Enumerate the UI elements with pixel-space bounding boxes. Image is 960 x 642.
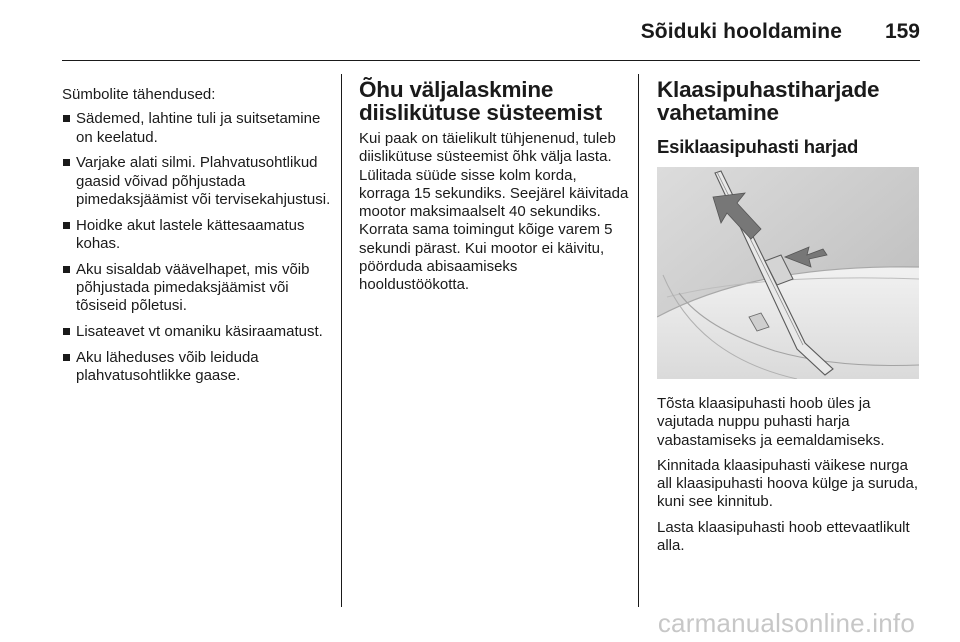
list-item: Varjake alati silmi. Plahvatusohtlikud gaasid võivad põhjustada pimedaksjäämist või tervisekahjustusi. (62, 154, 334, 209)
diesel-body: Kui paak on täielikult tühjenenud, tuleb diislikütuse süsteemist õhk välja lasta. Lülitada süüde sisse kolm korda, korraga 15 sekundiks. Seejärel käivitada mootor maksimaalselt 40 sekundiks. Korrata sama toimingut kõige varem 5 sekundi pärast. Kui mootor ei käivitu, pöörduda abisaamiseks hooldustöökotta. (359, 130, 629, 294)
bullet-square-icon (63, 115, 70, 122)
list-item: Aku sisaldab väävelhapet, mis võib põhjustada pimedaksjäämist või tõsiseid põletusi. (62, 261, 334, 316)
list-item: Lisateavet vt omaniku käsiraamatust. (62, 323, 334, 341)
page-header (0, 0, 960, 62)
column-divider-1 (341, 74, 342, 607)
wiper-step-2: Kinnitada klaasipuhasti väikese nurga all klaasipuhasti hoova külge ja suruda, kuni see kinnitub. (657, 456, 918, 511)
list-item: Sädemed, lahtine tuli ja suitsetamine on keelatud. (62, 110, 334, 147)
bullet-square-icon (63, 328, 70, 335)
list-item: Hoidke akut lastele kättesaamatus kohas. (62, 217, 334, 254)
bullet-square-icon (63, 266, 70, 273)
bullet-square-icon (63, 222, 70, 229)
watermark: carmanualsonline.info (657, 608, 915, 638)
wiper-subheading: Esiklaasipuhasti harjad (657, 136, 859, 157)
wiper-step-1: Tõsta klaasipuhasti hoob üles ja vajutada nuppu puhasti harja vabastamiseks ja eemaldamiseks. (657, 395, 885, 449)
diesel-heading: Õhu väljalaskmine diislikütuse süsteemist (359, 77, 602, 125)
bullet-square-icon (63, 159, 70, 166)
column-wiper-replacement (657, 78, 925, 562)
column-battery-symbols (62, 86, 334, 393)
column-diesel-bleeding (359, 78, 629, 302)
symbols-intro: Sümbolite tähendused: (62, 86, 216, 103)
header-divider (62, 60, 920, 61)
wiper-heading: Klaasipuhastiharjade vahetamine (657, 77, 880, 125)
symbol-list (62, 110, 334, 385)
wiper-blade-illustration-icon (657, 167, 919, 379)
list-item: Aku läheduses võib leiduda plahvatusohtlikke gaase. (62, 349, 334, 386)
bullet-square-icon (63, 354, 70, 361)
wiper-step-3: Lasta klaasipuhasti hoob ettevaatlikult alla. (657, 518, 910, 555)
column-divider-2 (638, 74, 639, 607)
page-number: 159 (884, 20, 920, 43)
section-title: Sõiduki hooldamine (640, 20, 842, 43)
